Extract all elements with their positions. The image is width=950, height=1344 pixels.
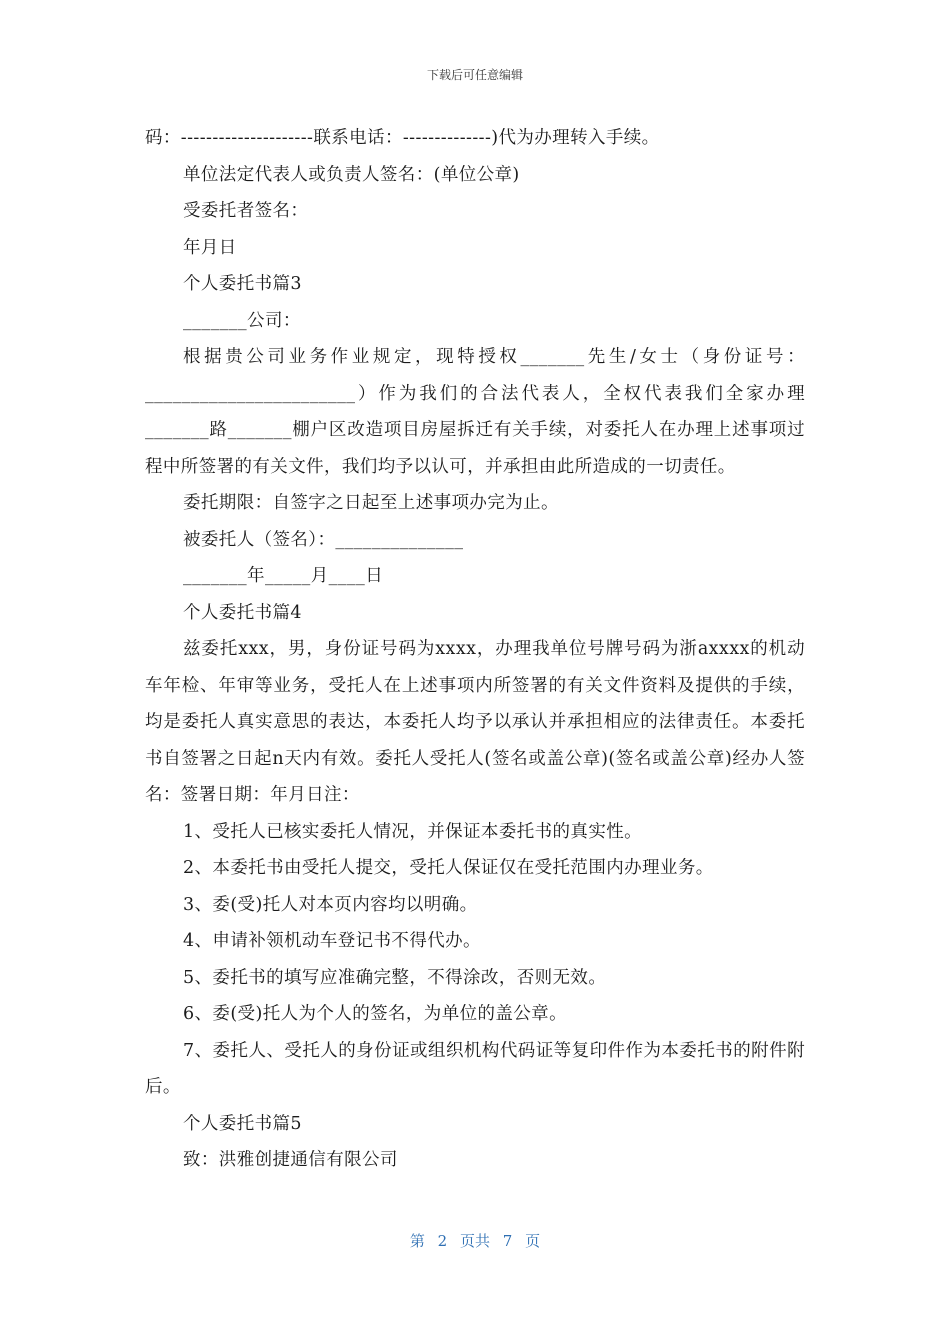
note-item-1: 1、受托人已核实委托人情况，并保证本委托书的真实性。 [183, 821, 643, 842]
note-item-7: 7、委托人、受托人的身份证或组织机构代码证等复印件作为本委托书的附件附后。 [145, 1040, 805, 1097]
section-heading-3: 个人委托书篇3 [183, 274, 302, 294]
document-body [145, 120, 805, 1179]
paragraph-trustee-signature: 受委托者签名： [183, 201, 309, 221]
paragraph-addressee: 致：洪雅创捷通信有限公司 [183, 1150, 398, 1170]
paragraph-continuation: 码：---------------------联系电话：--------------)代为办理转入手续。 [145, 128, 660, 148]
paragraph-date-blank: _______年_____月____日 [183, 566, 384, 586]
note-item-4: 4、申请补领机动车登记书不得代办。 [183, 931, 481, 951]
paragraph-vehicle-authorization: 兹委托xxx，男，身份证号码为xxxx，办理我单位号牌号码为浙axxxx的机动车年检、年审等业务，受托人在上述事项内所签署的有关文件资料及提供的手续，均是委托人真实意思的表达，本委托人均予以承认并承担相应的法律责任。本委托书自签署之日起n天内有效。委托人受托人(签名或盖公章)(签名或盖公章)经办人签名：签署日期：年月日注： [145, 639, 805, 805]
paragraph-term: 委托期限：自签字之日起至上述事项办完为止。 [183, 493, 559, 513]
page-indicator: 第 2 页共 7 页 [409, 1232, 541, 1250]
paragraph-company-salutation: _______公司： [183, 310, 301, 331]
paragraph-authorization: 根据贵公司业务作业规定，现特授权_______先生/女士（身份证号：_______________________）作为我们的合法代表人，全权代表我们全家办理_______路_______棚户区改造项目房屋拆迁有关手续，对委托人在办理上述事项过程中所签署的有关文件，我们均予以认可，并承担由此所造成的一切责任。 [145, 347, 805, 477]
note-item-5: 5、委托书的填写应准确完整，不得涂改，否则无效。 [183, 967, 607, 988]
paragraph-date: 年月日 [183, 237, 237, 258]
section-heading-4: 个人委托书篇4 [183, 602, 302, 623]
paragraph-legal-rep-signature: 单位法定代表人或负责人签名：(单位公章) [183, 164, 520, 185]
header-note: 下载后可任意编辑 [426, 68, 523, 82]
note-item-3: 3、委(受)托人对本页内容均以明确。 [183, 894, 478, 915]
note-item-2: 2、本委托书由受托人提交，受托人保证仅在受托范围内办理业务。 [183, 858, 714, 878]
section-heading-5: 个人委托书篇5 [183, 1113, 302, 1134]
note-item-6: 6、委(受)托人为个人的签名，为单位的盖公章。 [183, 1004, 567, 1024]
paragraph-agent-signature: 被委托人（签名）：______________ [183, 529, 464, 550]
